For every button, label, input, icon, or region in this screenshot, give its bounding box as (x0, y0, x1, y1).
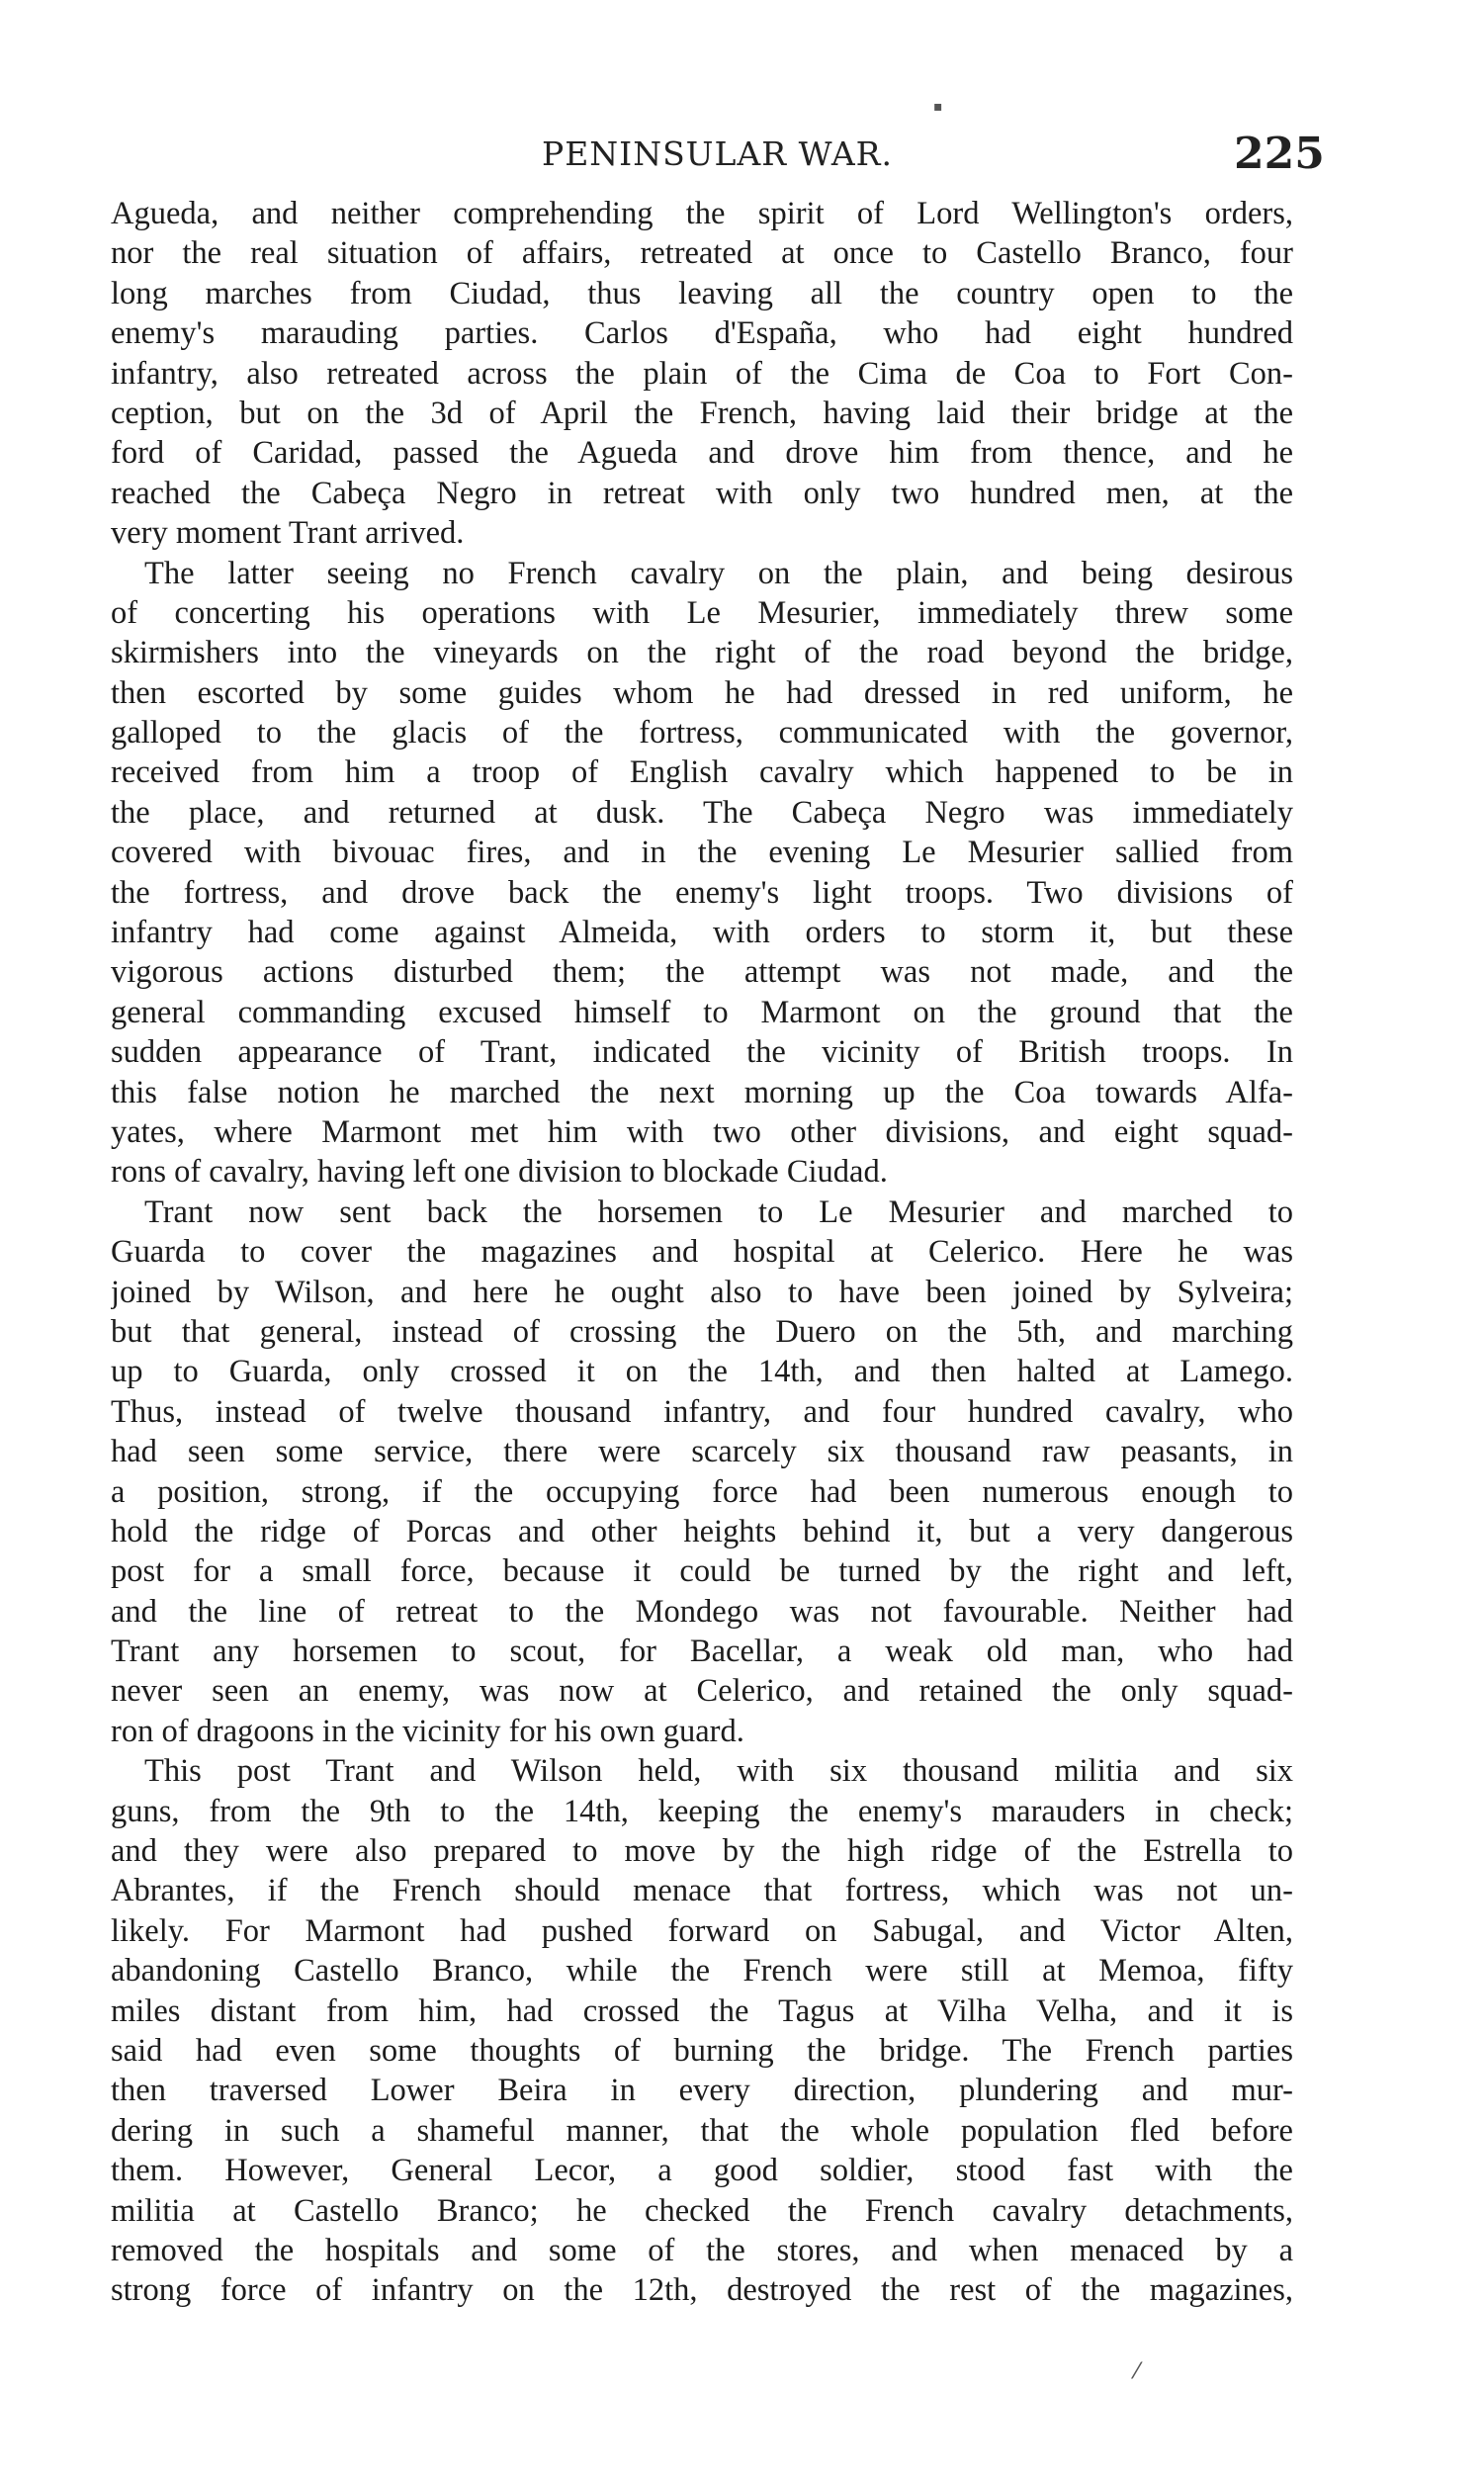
text-line: yates, where Marmont met him with two other divisions, and eight squad- (111, 1113, 1293, 1150)
text-line: rons of cavalry, having left one division to blockade Ciudad. (111, 1154, 888, 1191)
text-line: skirmishers into the vineyards on the right of the road beyond the bridge, (111, 635, 1293, 671)
text-line: vigorous actions disturbed them; the attempt was not made, and the (111, 954, 1293, 991)
text-line: very moment Trant arrived. (111, 515, 465, 552)
text-line: Guarda to cover the magazines and hospital at Celerico. Here he was (111, 1234, 1293, 1271)
text-line: reached the Cabeça Negro in retreat with only two hundred men, at the (111, 475, 1293, 511)
ink-speck-bottom: ⁄ (1135, 2359, 1139, 2384)
text-line: a position, strong, if the occupying force had been numerous enough to (111, 1473, 1293, 1510)
body-text (111, 194, 1293, 2311)
text-line: sudden appearance of Trant, indicated the vicinity of British troops. In (111, 1034, 1293, 1071)
text-line: ron of dragoons in the vicinity for his own guard. (111, 1713, 744, 1749)
text-line: strong force of infantry on the 12th, destroyed the rest of the magazines, (111, 2272, 1293, 2309)
text-line: Abrantes, if the French should menace that fortress, which was not un- (111, 1873, 1293, 1909)
text-line: the fortress, and drove back the enemy's light troops. Two divisions of (111, 874, 1293, 911)
ink-speck-top: ▪ (933, 99, 943, 115)
text-line: never seen an enemy, was now at Celerico, and retained the only squad- (111, 1673, 1293, 1710)
text-line: ception, but on the 3d of April the French, having laid their bridge at the (111, 395, 1293, 431)
text-line: miles distant from him, had crossed the Tagus at Vilha Velha, and it is (111, 1992, 1293, 2029)
text-line: had seen some service, there were scarcely six thousand raw peasants, in (111, 1434, 1293, 1470)
text-line: likely. For Marmont had pushed forward on Sabugal, and Victor Alten, (111, 1912, 1293, 1949)
text-line: of concerting his operations with Le Mesurier, immediately threw some (111, 594, 1293, 631)
text-line: abandoning Castello Branco, while the French were still at Memoa, fifty (111, 1953, 1293, 1990)
text-line: infantry, also retreated across the plain of the Cima de Coa to Fort Con- (111, 355, 1293, 392)
text-line: general commanding excused himself to Marmont on the ground that the (111, 994, 1293, 1030)
text-line: then traversed Lower Beira in every direction, plundering and mur- (111, 2073, 1293, 2109)
text-line: the place, and returned at dusk. The Cabeça Negro was immediately (111, 794, 1293, 831)
running-head: PENINSULAR WAR. (542, 134, 894, 173)
text-line: but that general, instead of crossing the Duero on the 5th, and marching (111, 1313, 1293, 1350)
text-line: hold the ridge of Porcas and other heights behind it, but a very dangerous (111, 1513, 1293, 1549)
text-line: ford of Caridad, passed the Agueda and drove him from thence, and he (111, 435, 1293, 472)
text-line: Trant any horsemen to scout, for Bacellar, a weak old man, who had (111, 1634, 1293, 1670)
text-line: guns, from the 9th to the 14th, keeping the enemy's marauders in check; (111, 1793, 1293, 1829)
text-line: and they were also prepared to move by the high ridge of the Estrella to (111, 1833, 1293, 1870)
text-line: then escorted by some guides whom he had dressed in red uniform, he (111, 674, 1293, 711)
text-line: Trant now sent back the horsemen to Le Mesurier and marched to (144, 1194, 1293, 1230)
text-line: joined by Wilson, and here he ought also to have been joined by Sylveira; (111, 1274, 1293, 1310)
text-line: galloped to the glacis of the fortress, communicated with the governor, (111, 715, 1293, 752)
text-line: received from him a troop of English cavalry which happened to be in (111, 754, 1293, 791)
text-line: infantry had come against Almeida, with orders to storm it, but these (111, 915, 1293, 951)
text-line: post for a small force, because it could be turned by the right and left, (111, 1553, 1293, 1590)
text-line: dering in such a shameful manner, that the whole population fled before (111, 2112, 1293, 2149)
text-line: this false notion he marched the next morning up the Coa towards Alfa- (111, 1074, 1293, 1110)
text-line: The latter seeing no French cavalry on the plain, and being desirous (144, 555, 1293, 591)
text-line: and the line of retreat to the Mondego was not favourable. Neither had (111, 1593, 1293, 1630)
page-number: 225 (1234, 129, 1325, 179)
page-header (0, 127, 1484, 186)
text-line: This post Trant and Wilson held, with six thousand militia and six (144, 1753, 1293, 1790)
text-line: long marches from Ciudad, thus leaving all the country open to the (111, 275, 1293, 311)
text-line: Thus, instead of twelve thousand infantry, and four hundred cavalry, who (111, 1393, 1293, 1430)
text-line: nor the real situation of affairs, retreated at once to Castello Branco, four (111, 235, 1293, 272)
text-line: Agueda, and neither comprehending the spirit of Lord Wellington's orders, (111, 196, 1293, 231)
text-line: removed the hospitals and some of the stores, and when menaced by a (111, 2232, 1293, 2268)
text-line: said had even some thoughts of burning the bridge. The French parties (111, 2032, 1293, 2069)
text-line: enemy's marauding parties. Carlos d'España, who had eight hundred (111, 315, 1293, 352)
text-line: militia at Castello Branco; he checked the French cavalry detachments, (111, 2192, 1293, 2229)
text-line: them. However, General Lecor, a good soldier, stood fast with the (111, 2153, 1293, 2189)
text-line: up to Guarda, only crossed it on the 14th, and then halted at Lamego. (111, 1354, 1293, 1390)
text-line: covered with bivouac fires, and in the evening Le Mesurier sallied from (111, 835, 1293, 871)
